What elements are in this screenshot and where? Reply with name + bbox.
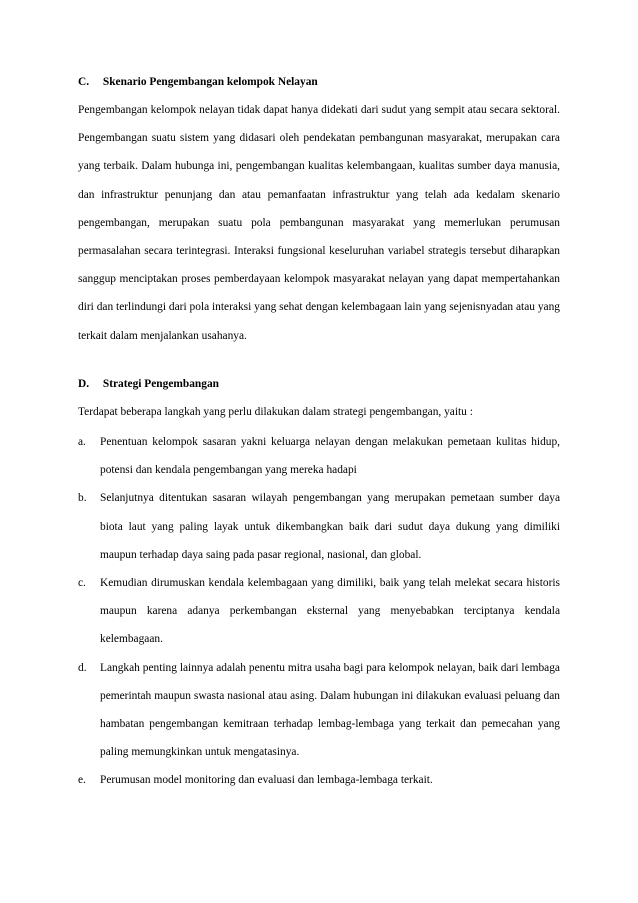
section-d-title: Strategi Pengembangan xyxy=(102,377,219,390)
list-item xyxy=(78,484,560,569)
list-item-text: Penentuan kelompok sasaran yakni keluarga nelayan dengan melakukan pemetaan kulitas hidup, potensi dan kendala pengembangan yang mereka hadapi xyxy=(100,436,560,477)
strategy-list xyxy=(78,428,560,795)
list-item xyxy=(78,654,560,767)
section-c-paragraph: Pengembangan kelompok nelayan tidak dapat hanya didekati dari sudut yang sempit atau secara sektoral. Pengembangan suatu sistem yang didasari oleh pendekatan pembangunan masyarakat, merupakan cara yang terbaik. Dalam hubunga ini, pengembangan kualitas kelembangaan, kualitas sumber daya manusia, dan infrastruktur penunjang dan atau pemanfaatan infrastruktur yang telah ada kedalam skenario pengembangan, merupakan suatu pola pembangunan masyarakat yang memerlukan perumusan permasalahan secara terintegrasi. Interaksi fungsional keseluruhan variabel strategis tersebut diharapkan sanggup menciptakan proses pemberdayaan kelompok masyarakat nelayan yang dapat mempertahankan diri dan terlindungi dari pola interaksi yang sehat dengan kelembagaan lain yang sejenisnyadan atau yang terkait dalam menjalankan usahanya. xyxy=(78,104,560,342)
section-c-label: C. xyxy=(78,76,90,88)
section-d-label: D. xyxy=(78,377,90,390)
list-marker: c. xyxy=(78,577,86,590)
list-marker: a. xyxy=(78,436,86,449)
page-content xyxy=(78,68,560,795)
list-item xyxy=(78,428,560,484)
list-marker: d. xyxy=(78,661,87,674)
section-c-heading xyxy=(78,68,560,96)
list-item xyxy=(78,569,560,654)
list-marker: b. xyxy=(78,492,87,505)
list-item-text: Perumusan model monitoring dan evaluasi dan lembaga-lembaga terkait. xyxy=(100,774,433,787)
list-marker: e. xyxy=(78,774,86,787)
list-item-text: Kemudian dirumuskan kendala kelembagaan yang dimiliki, baik yang telah melekat secara historis maupun karena adanya perkembangan eksternal yang menyebabkan terciptanya kendala kelembagaan. xyxy=(100,577,560,646)
list-item xyxy=(78,766,560,794)
list-item-text: Langkah penting lainnya adalah penentu mitra usaha bagi para kelompok nelayan, baik dari lembaga pemerintah maupun swasta nasional atau asing. Dalam hubungan ini dilakukan evaluasi peluang dan hambatan pengembangan kemitraan terhadap lembag-lembaga yang terkait dan pemecahan yang paling memungkinkan untuk mengatasinya. xyxy=(100,661,560,759)
section-d-intro: Terdapat beberapa langkah yang perlu dilakukan dalam strategi pengembangan, yaitu : xyxy=(78,405,473,418)
section-d-heading xyxy=(78,370,560,398)
section-c-title: Skenario Pengembangan kelompok Nelayan xyxy=(102,76,318,88)
list-item-text: Selanjutnya ditentukan sasaran wilayah pengembangan yang merupakan pemetaan sumber daya biota laut yang paling layak untuk dikembangkan baik dari sudut daya dukung yang dimiliki maupun terhadap daya saing pada pasar regional, nasional, dan global. xyxy=(100,492,560,561)
